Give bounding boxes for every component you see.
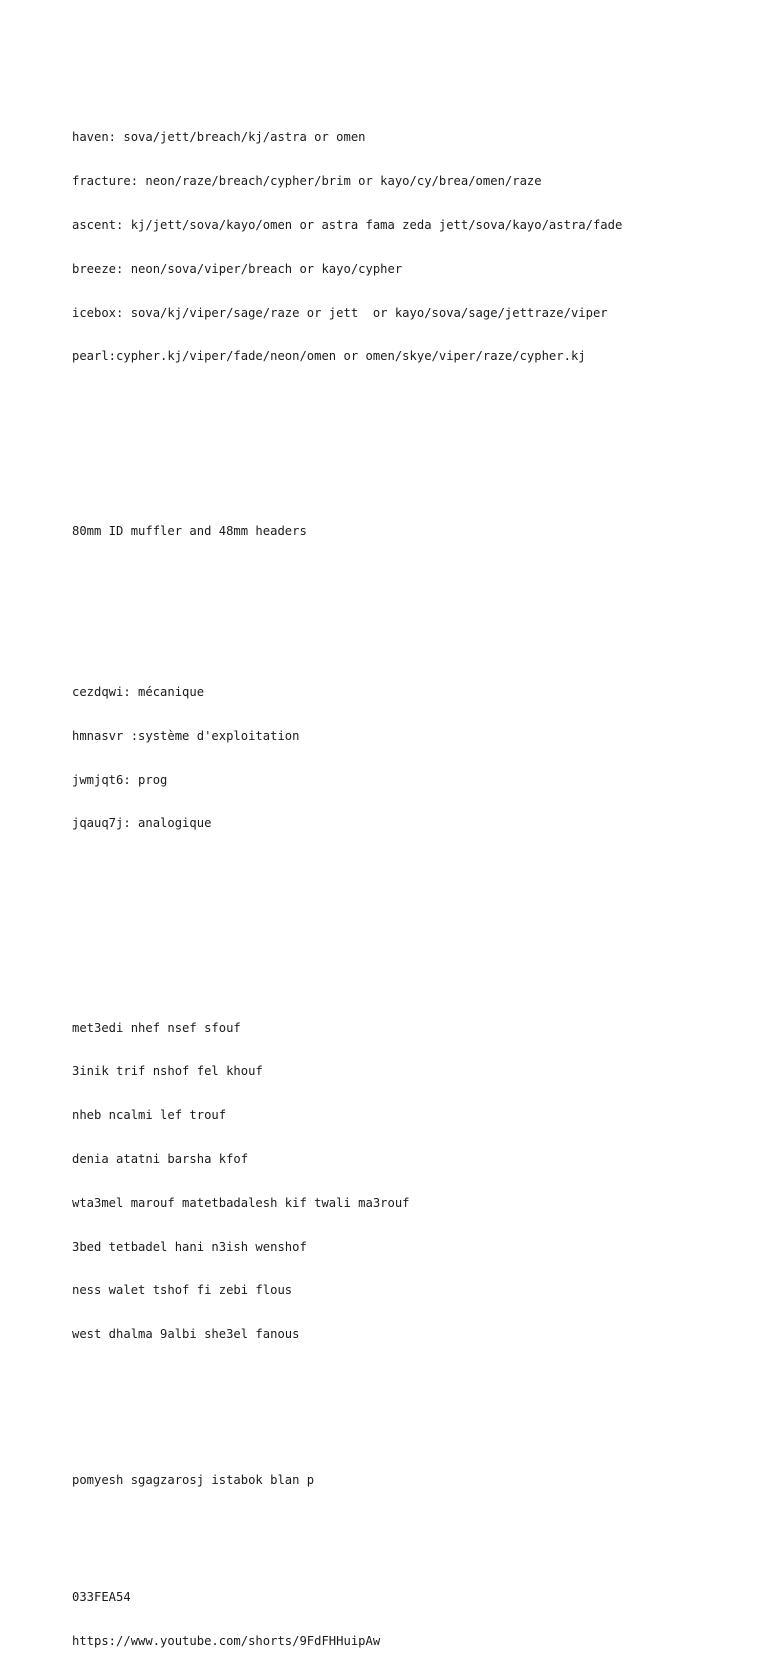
code-line: jqauq7j: analogique (72, 816, 212, 831)
spacer (72, 437, 748, 481)
code-line: jwmjqt6: prog (72, 772, 168, 787)
map-line-icebox: icebox: sova/kj/viper/sage/raze or jett or kayo/sova/sage/jettraze/viper (72, 305, 608, 320)
lyric-line: 3inik trif nshof fel khouf (72, 1064, 263, 1079)
muffler-note: 80mm ID muffler and 48mm headers (72, 524, 307, 539)
lyric-line: met3edi nhef nsef sfouf (72, 1020, 241, 1035)
spacer (72, 583, 748, 612)
spacer (72, 1415, 748, 1430)
code-line: hmnasvr :système d'exploitation (72, 728, 300, 743)
spacer (72, 904, 748, 948)
spacer (72, 1531, 748, 1546)
map-line-pearl: pearl:cypher.kj/viper/fade/neon/omen or omen/skye/viper/raze/cypher.kj (72, 349, 586, 364)
document-page (72, 72, 748, 1663)
code-line: cezdqwi: mécanique (72, 684, 205, 699)
map-line-haven: haven: sova/jett/breach/kj/astra or omen (72, 130, 366, 145)
lyric-line: nheb ncalmi lef trouf (72, 1108, 227, 1123)
lyric-line: west dhalma 9albi she3el fanous (72, 1327, 300, 1342)
lyric-line: 3bed tetbadel hani n3ish wenshof (72, 1239, 307, 1254)
lyric-line: denia atatni barsha kfof (72, 1151, 249, 1166)
misc-line: pomyesh sgagzarosj istabok blan p (72, 1473, 315, 1488)
youtube-link[interactable]: https://www.youtube.com/shorts/9FdFHHuipAw (72, 1633, 381, 1648)
map-line-breeze: breeze: neon/sova/viper/breach or kayo/cypher (72, 261, 403, 276)
lyrics-block (72, 991, 748, 1370)
map-line-fracture: fracture: neon/raze/breach/cypher/brim or kayo/cy/brea/omen/raze (72, 174, 542, 189)
lyric-line: wta3mel marouf matetbadalesh kif twali ma3rouf (72, 1195, 410, 1210)
hex-code-line: 033FEA54 (72, 1589, 131, 1604)
maps-block (72, 101, 748, 393)
lyric-line: ness walet tshof fi zebi flous (72, 1283, 293, 1298)
codes-block (72, 656, 748, 860)
map-line-ascent: ascent: kj/jett/sova/kayo/omen or astra fama zeda jett/sova/kayo/astra/fade (72, 217, 623, 232)
